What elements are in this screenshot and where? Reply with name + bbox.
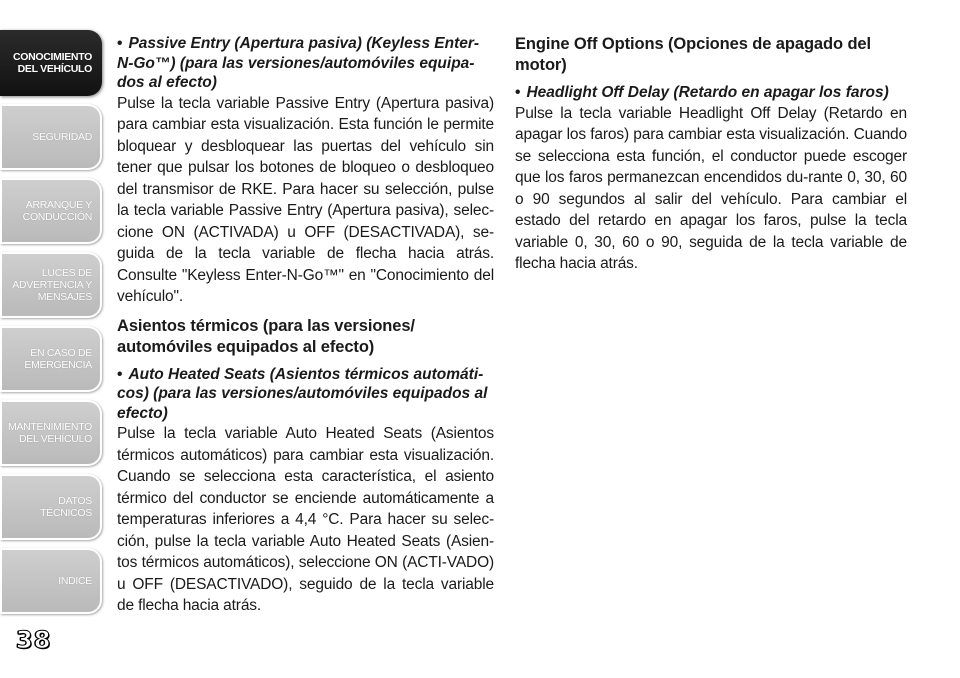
right-column <box>515 34 907 275</box>
engine-off-section-title: Engine Off Options (Opciones de apagado del motor) <box>515 35 871 74</box>
tab-label: ARRANQUE Y CONDUCCIÓN <box>22 199 92 223</box>
bullet-marker: • <box>117 365 123 383</box>
tab-datos-tecnicos[interactable] <box>0 474 102 540</box>
passive-entry-heading-text: Passive Entry (Apertura pasiva) (Keyless Enter-N-Go™) (para las versiones/automóviles equipa-dos al efecto) <box>117 35 480 91</box>
tab-en-caso-de-emergencia[interactable] <box>0 326 102 392</box>
passive-entry-heading <box>117 34 494 93</box>
auto-heated-seats-heading <box>117 365 494 424</box>
bullet-marker: • <box>117 35 123 52</box>
bullet-marker: • <box>515 84 521 101</box>
tab-luces-de-advertencia[interactable] <box>0 252 102 318</box>
tab-label: SEGURIDAD <box>32 131 92 143</box>
heated-seats-section-title: Asientos térmicos (para las versiones/ automóviles equipados al efecto) <box>117 316 415 356</box>
tab-label: LUCES DE ADVERTENCIA Y MENSAJES <box>12 267 92 303</box>
tab-seguridad[interactable] <box>0 104 102 170</box>
tab-indice[interactable] <box>0 548 102 614</box>
tab-label: INDICE <box>58 575 92 587</box>
tab-arranque-y-conduccion[interactable] <box>0 178 102 244</box>
passive-entry-body: Pulse la tecla variable Passive Entry (Apertura pasiva) para cambiar esta visualización. Esta función le permite bloquear y desbloquear las puertas del vehículo sin tener que pulsar los botones de bloqueo o desbloqueo del transmisor de RKE. Para hacer su selección, pulse la tecla variable Passive Entry (Apertura pasiva), selec-cione ON (ACTIVADA) u OFF (DESACTIVADA), se-guida de la tecla variable de flecha hacia atrás. Consulte "Keyless Enter-N-Go™" en "Conocimiento del vehículo". <box>117 94 494 305</box>
left-column <box>117 34 494 617</box>
tab-label: DATOS TÉCNICOS <box>40 495 92 519</box>
headlight-off-delay-body: Pulse la tecla variable Headlight Off Delay (Retardo en apagar los faros) para cambiar esta visualización. Cuando se selecciona esta función, el conductor puede escoger que los faros permanezcan encendidos du-rante 0, 30, 60 o 90 segundos al salir del vehículo. Para cambiar el estado del retardo en apagar los faros, pulse la tecla variable 0, 30, 60 o 90, seguida de la tecla variable de flecha hacia atrás. <box>515 104 907 272</box>
headlight-off-delay-heading <box>515 83 907 103</box>
tab-label: MANTENIMIENTO DEL VEHÍCULO <box>8 421 92 445</box>
auto-heated-seats-heading-text: Auto Heated Seats (Asientos térmicos automáti-cos) (para las versiones/automóviles equipados al efecto) <box>117 365 488 422</box>
tab-mantenimiento-del-vehiculo[interactable] <box>0 400 102 466</box>
tab-label: EN CASO DE EMERGENCIA <box>24 347 92 371</box>
page-number: 38 <box>16 626 52 654</box>
headlight-off-delay-heading-text: Headlight Off Delay (Retardo en apagar los faros) <box>526 84 889 101</box>
tab-label: CONOCIMIENTO DEL VEHÍCULO <box>12 51 92 75</box>
auto-heated-seats-body: Pulse la tecla variable Auto Heated Seats (Asientos térmicos automáticos) para cambiar esta visualización. Cuando se selecciona esta característica, el asiento térmico del conductor se enciende automáticamente a temperaturas inferiores a 4,4 °C. Para hacer su selec-ción, pulse la tecla variable Auto Heated Seats (Asien-tos térmicos automáticos), seleccione ON (ACTI-VADO) u OFF (DESACTIVADO), seguido de la tecla variable de flecha hacia atrás. <box>117 425 494 614</box>
tab-conocimiento-del-vehiculo[interactable] <box>0 30 102 96</box>
